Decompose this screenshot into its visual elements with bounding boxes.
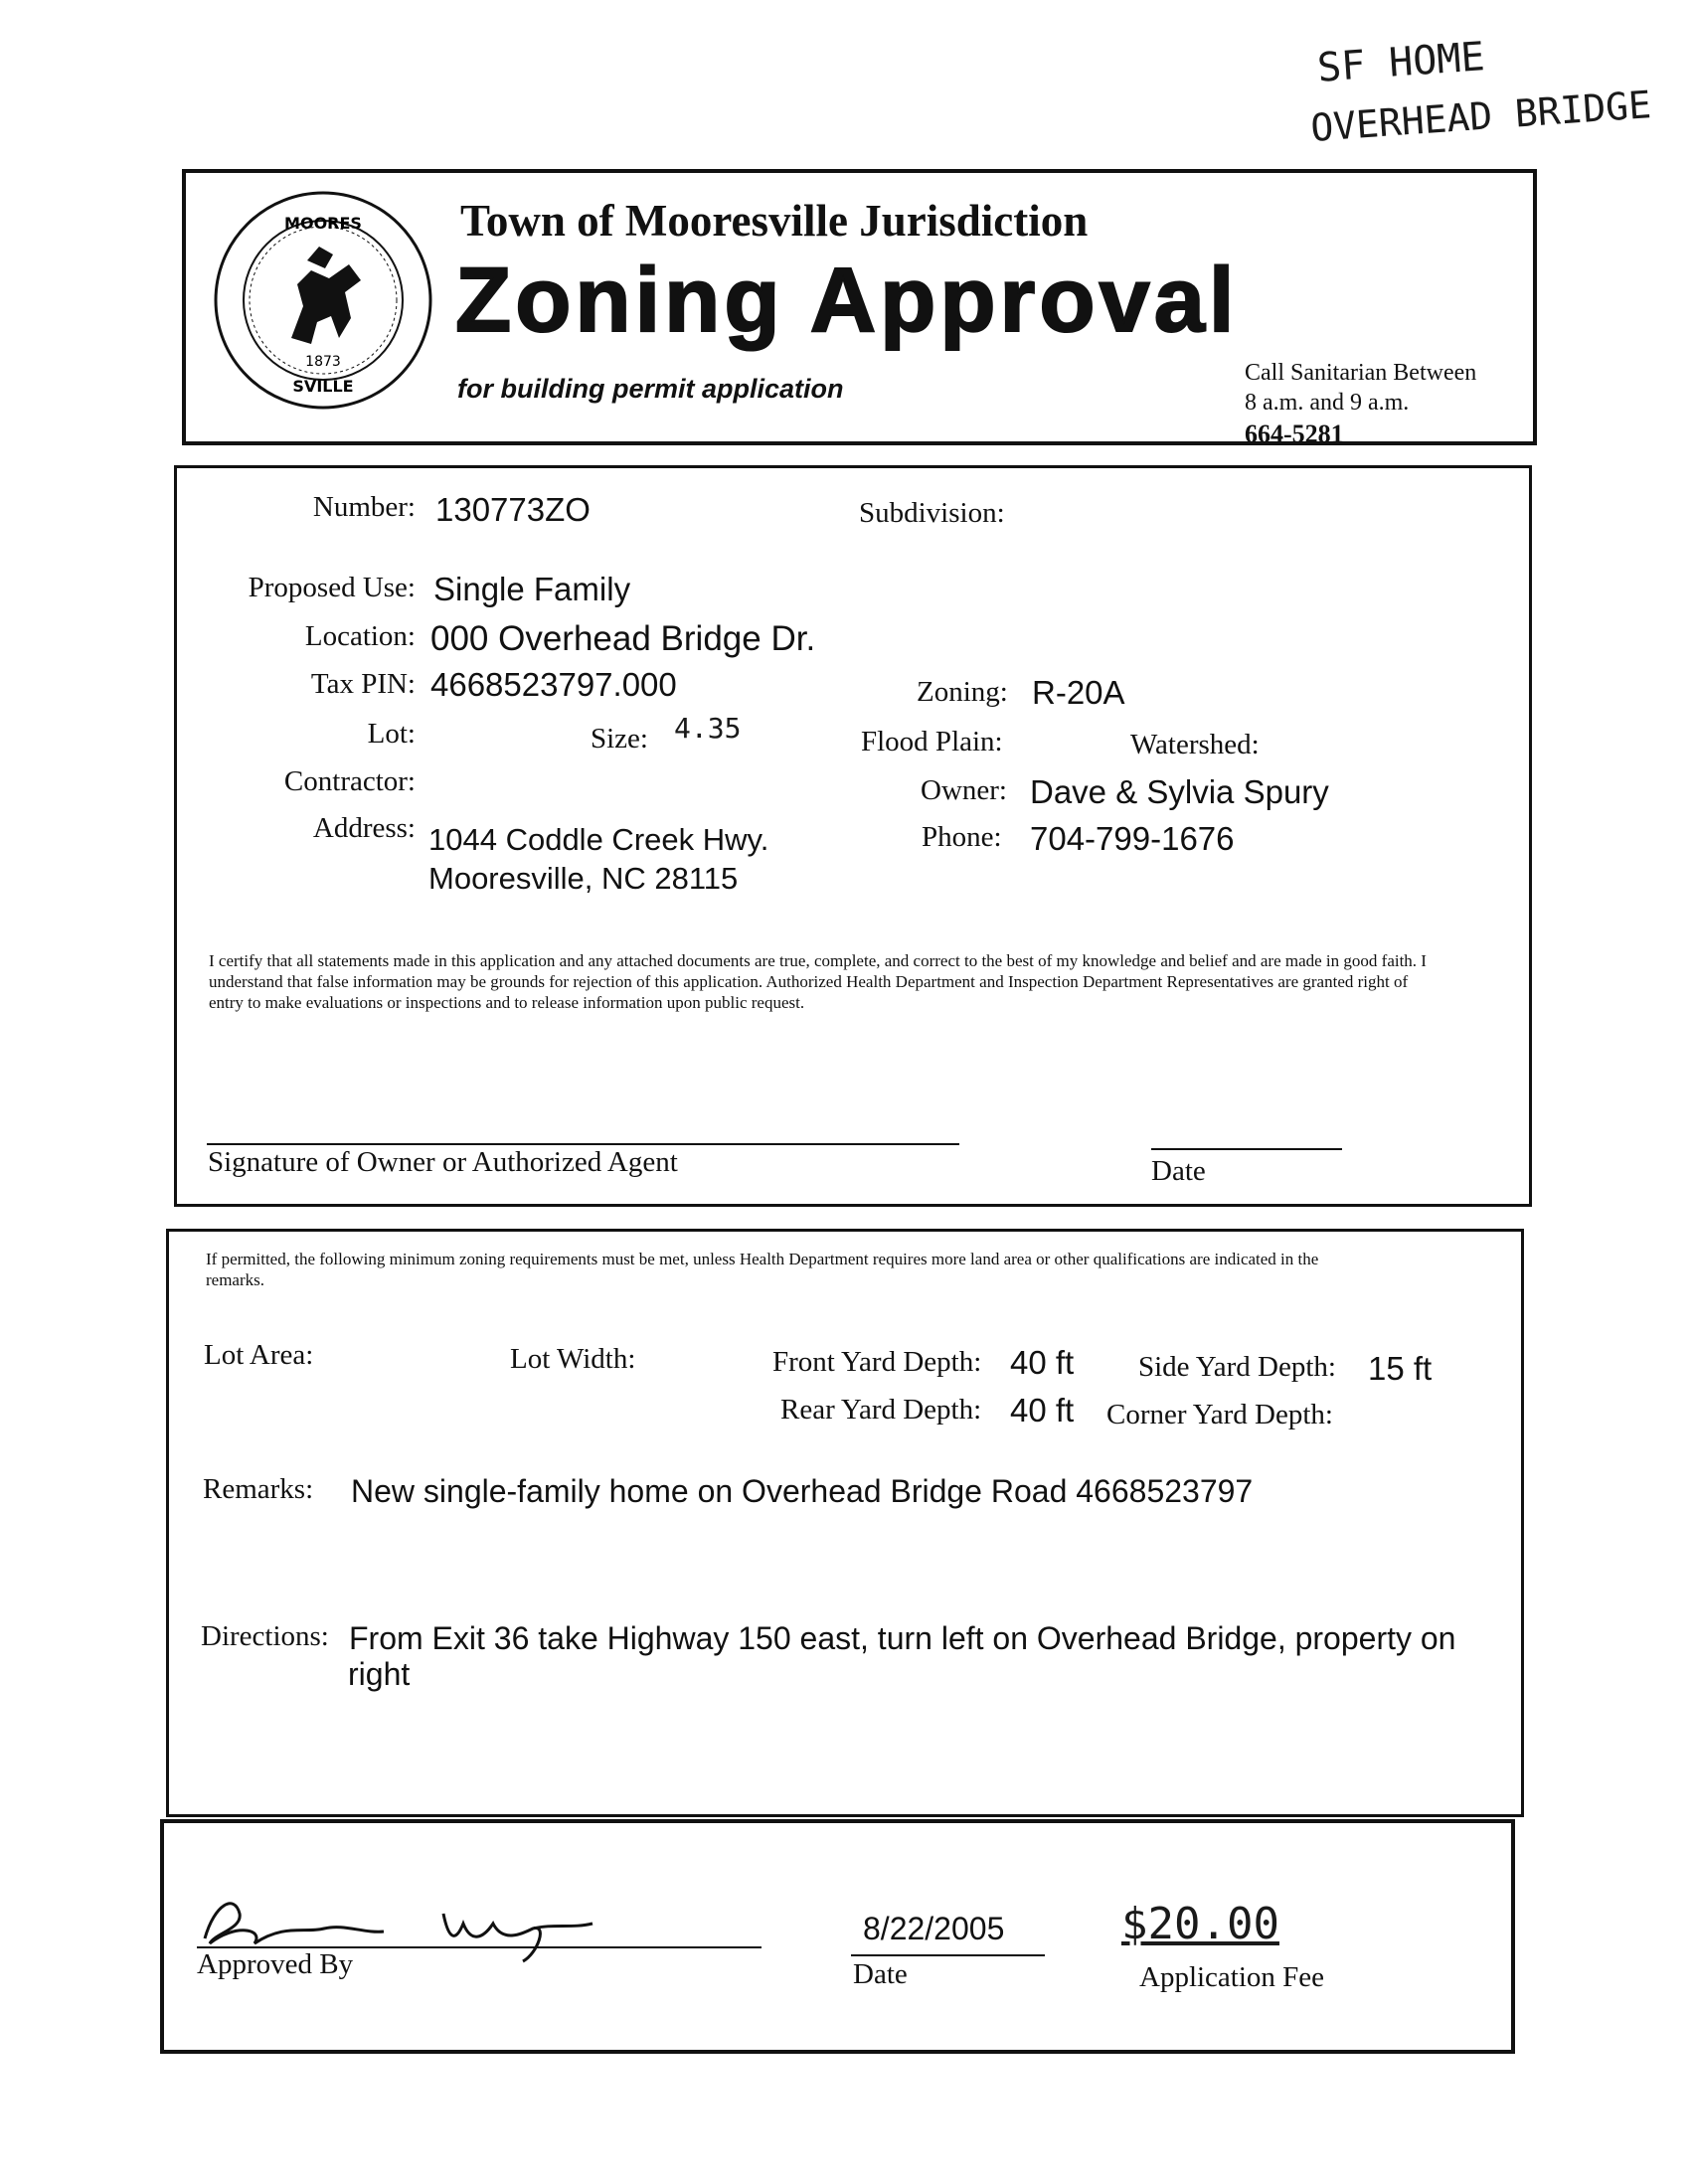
number-label: Number: [312, 491, 416, 523]
svg-text:MOORES: MOORES [284, 214, 362, 233]
form-subtitle: for building permit application [457, 374, 844, 404]
location-label: Location: [304, 620, 416, 652]
watershed-label: Watershed: [1130, 729, 1260, 760]
approval-date-label: Date [853, 1958, 908, 1990]
handwritten-annotation-line2: OVERHEAD BRIDGE [1308, 83, 1653, 150]
zoning-value: R-20A [1032, 674, 1125, 711]
zoning-label: Zoning: [917, 676, 1008, 708]
jurisdiction-heading: Town of Mooresville Jurisdiction [460, 196, 1089, 246]
address-label: Address: [312, 812, 416, 844]
application-fee-value: $20.00 [1121, 1899, 1279, 1949]
phone-label: Phone: [922, 821, 1002, 853]
side-yard-depth-value: 15 ft [1368, 1350, 1433, 1387]
contractor-label: Contractor: [283, 765, 416, 797]
sanitarian-note-line1: Call Sanitarian Between [1245, 360, 1477, 386]
corner-yard-depth-label: Corner Yard Depth: [1106, 1399, 1333, 1430]
town-seal [212, 189, 435, 413]
zoning-approval-title: Zoning Approval [455, 250, 1239, 351]
remarks-value: New single-family home on Overhead Bridge Road 4668523797 [351, 1473, 1254, 1509]
lot-area-label: Lot Area: [204, 1339, 314, 1371]
handwritten-annotation-line1: SF HOME [1315, 34, 1486, 91]
subdivision-label: Subdivision: [859, 497, 1005, 529]
owner-signature-line [207, 1143, 959, 1145]
approver-signature-text [195, 1884, 201, 1885]
approved-by-label: Approved By [197, 1948, 354, 1980]
size-value: 4.35 [674, 712, 742, 745]
proposed-use-value: Single Family [433, 571, 631, 607]
lot-width-label: Lot Width: [510, 1343, 636, 1375]
svg-text:1873: 1873 [305, 354, 341, 370]
front-yard-depth-label: Front Yard Depth: [772, 1346, 982, 1378]
svg-text:SVILLE: SVILLE [292, 377, 354, 396]
address-line2: Mooresville, NC 28115 [428, 861, 739, 896]
owner-date-label: Date [1151, 1155, 1206, 1187]
flood-plain-label: Flood Plain: [861, 726, 1003, 757]
owner-value: Dave & Sylvia Spury [1030, 773, 1329, 810]
requirements-intro: If permitted, the following minimum zoning requirements must be met, unless Health Department requires more land area or other qualifications are indicated in the remarks. [206, 1250, 1319, 1289]
side-yard-depth-label: Side Yard Depth: [1138, 1351, 1336, 1383]
directions-line2: right [348, 1656, 411, 1692]
directions-label: Directions: [201, 1620, 329, 1652]
owner-label: Owner: [921, 774, 1007, 806]
application-fee-label: Application Fee [1139, 1961, 1325, 1993]
directions-line1: From Exit 36 take Highway 150 east, turn left on Overhead Bridge, property on [349, 1620, 1456, 1656]
approval-date-value: 8/22/2005 [863, 1911, 1005, 1946]
certification-statement: I certify that all statements made in this application and any attached documents are true, complete, and correct to the best of my knowledge and belief and are made in good faith. I understand that false information may be grounds for rejection of this application. Authorized Health Department and Inspection Department Representatives are granted right of entry to make evaluations or inspections and to release information upon public request. [209, 951, 1427, 1012]
application-number: 130773ZO [435, 491, 591, 528]
rear-yard-depth-value: 40 ft [1010, 1392, 1075, 1428]
phone-value: 704-799-1676 [1030, 820, 1235, 857]
approval-date-line [851, 1954, 1045, 1956]
address-line1: 1044 Coddle Creek Hwy. [428, 822, 769, 857]
sanitarian-note-line2: 8 a.m. and 9 a.m. [1245, 390, 1410, 416]
remarks-label: Remarks: [203, 1473, 314, 1505]
requirements-box [166, 1229, 1524, 1817]
lot-label: Lot: [367, 718, 416, 750]
owner-date-line [1151, 1148, 1342, 1150]
rear-yard-depth-label: Rear Yard Depth: [780, 1394, 982, 1426]
owner-signature-label: Signature of Owner or Authorized Agent [208, 1146, 678, 1178]
sanitarian-phone: 664-5281 [1245, 420, 1344, 448]
tax-pin-value: 4668523797.000 [430, 666, 677, 703]
tax-pin-label: Tax PIN: [310, 668, 416, 700]
location-value: 000 Overhead Bridge Dr. [430, 619, 816, 658]
front-yard-depth-value: 40 ft [1010, 1344, 1075, 1381]
proposed-use-label: Proposed Use: [248, 572, 416, 603]
size-label: Size: [591, 723, 648, 755]
